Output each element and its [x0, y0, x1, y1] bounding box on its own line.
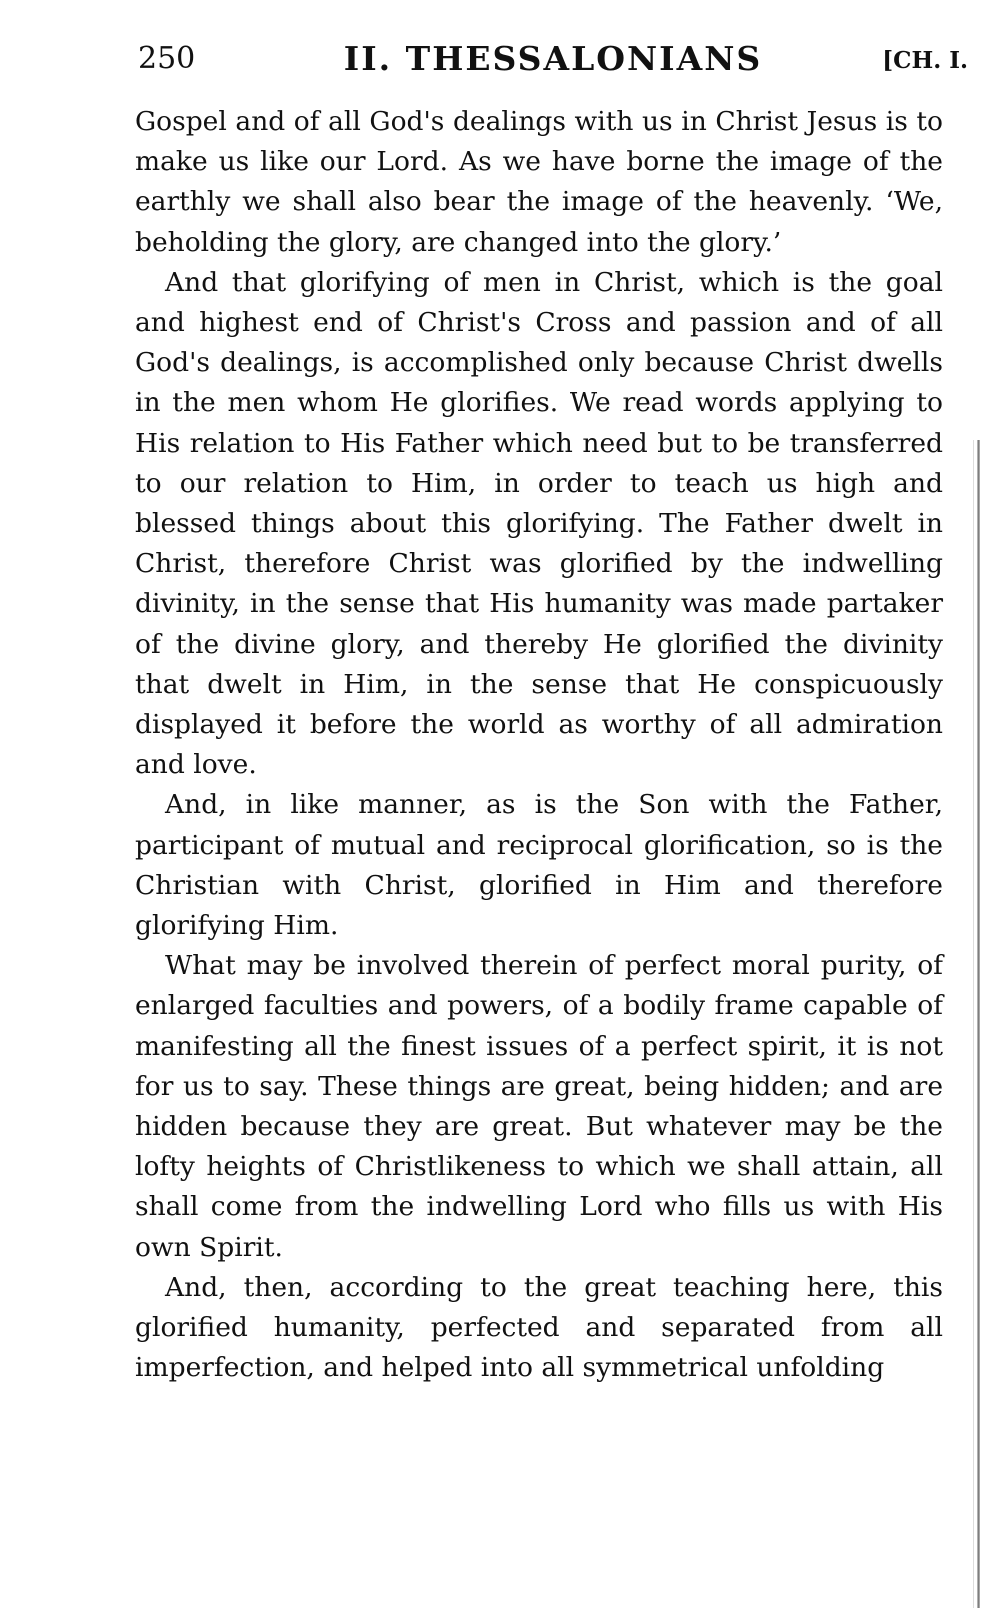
paragraph-1: Gospel and of all God's dealings with us in Christ Jesus is to make us like our Lord. As we have borne the image of the earthly we shall also bear the image of the heavenly. ‘We, beholding the glory, are changed into the glory.’ — [135, 106, 943, 258]
body-text — [135, 102, 943, 1389]
page-number: 250 — [138, 41, 196, 76]
page-gutter-shadow — [977, 440, 980, 1608]
paragraph-4: What may be involved therein of perfect moral purity, of enlarged faculties and powers, of a bodily frame capable of manifesting all the finest issues of a perfect spirit, it is not for us to say. These things are great, being hidden; and are hidden because they are great. But whatever may be the lofty heights of Christlikeness to which we shall attain, all shall come from the indwelling Lord who fills us with His own Spirit. — [135, 950, 943, 1263]
paragraph-2: And that glorifying of men in Christ, which is the goal and highest end of Christ's Cross and passion and of all God's dealings, is accomplished only because Christ dwells in the men whom He glorifies. We read words applying to His relation to His Father which need but to be transferred to our relation to Him, in order to teach us high and blessed things about this glorifying. The Father dwelt in Christ, therefore Christ was glorified by the indwelling divinity, in the sense that His humanity was made partaker of the divine glory, and thereby He glorified the divinity that dwelt in Him, in the sense that He conspicuously displayed it before the world as worthy of all admiration and love. — [135, 266, 943, 781]
page-header — [138, 34, 968, 84]
paragraph-3: And, in like manner, as is the Son with the Father, participant of mutual and reciprocal glorification, so is the Christian with Christ, glorified in Him and therefore glorifying Him. — [135, 789, 943, 942]
running-title: II. THESSALONIANS — [343, 39, 763, 78]
page-gutter-line-faint — [973, 440, 974, 1608]
chapter-marker: [CH. I. — [882, 47, 968, 74]
paragraph-5: And, then, according to the great teaching here, this glorified humanity, perfected and separated from all imperfection, and helped into all symmetrical unfolding — [135, 1271, 943, 1384]
